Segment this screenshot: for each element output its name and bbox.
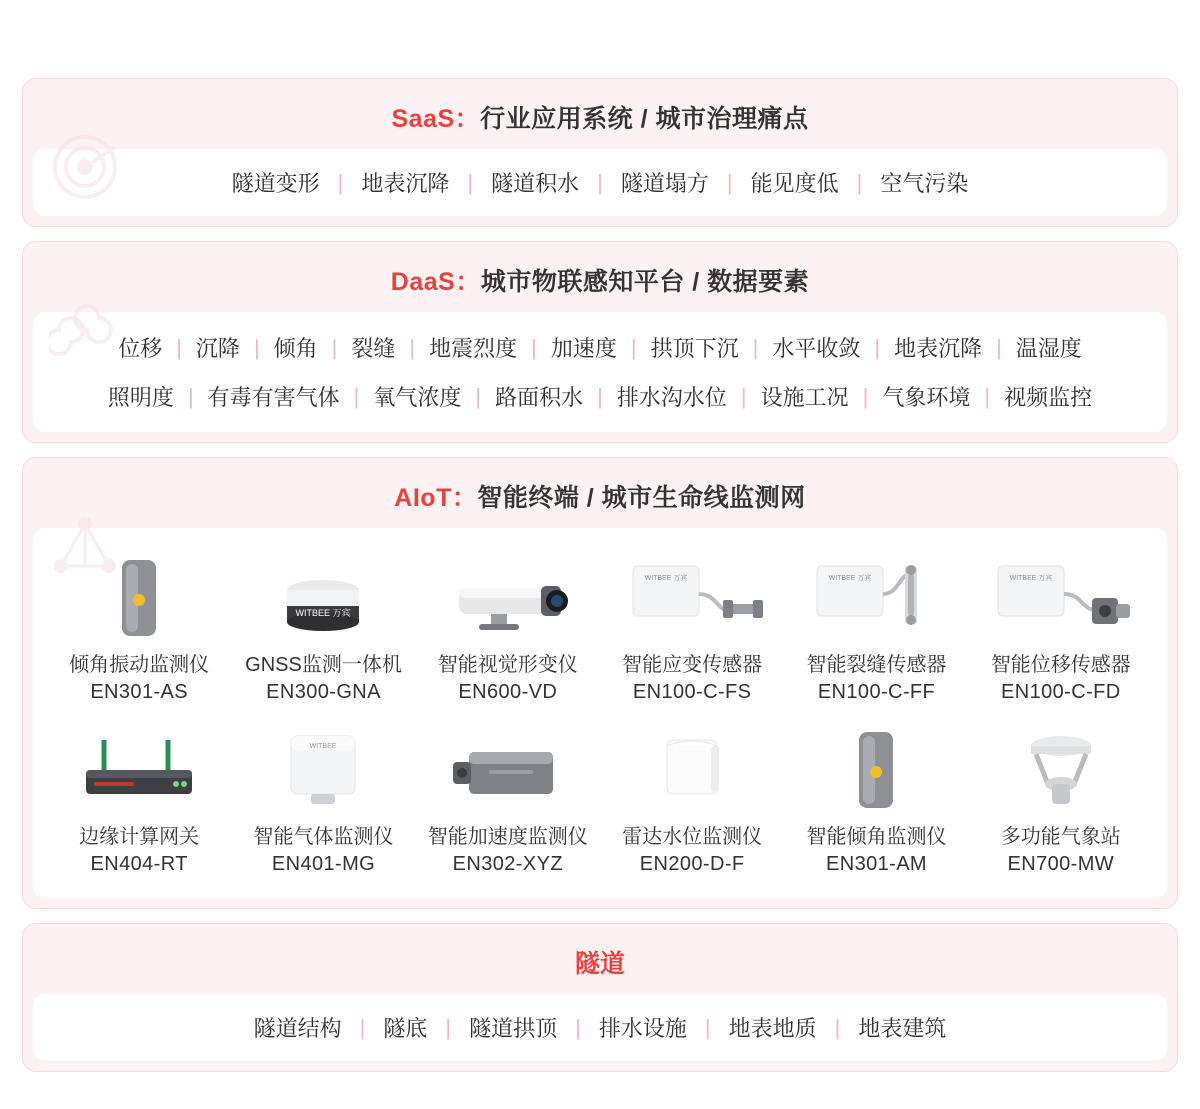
daas-item[interactable]: 氧气浓度 — [373, 385, 462, 410]
daas-title — [23, 242, 1177, 312]
device-card[interactable] — [784, 724, 968, 878]
daas-items-row-1 — [43, 326, 1157, 369]
saas-title-main: 行业应用系统 / 城市治理痛点 — [480, 105, 809, 133]
gnss-receiver-icon — [263, 552, 383, 642]
separator: | — [467, 169, 474, 195]
separator: | — [445, 1014, 452, 1040]
device-card[interactable] — [416, 552, 600, 706]
svg-text:WITBEE: WITBEE — [310, 743, 337, 750]
device-name: 智能位移传感器 — [990, 654, 1131, 676]
radar-water-level-icon — [637, 724, 747, 814]
separator: | — [531, 334, 537, 360]
separator: | — [359, 1014, 366, 1040]
tunnel-item[interactable]: 地表建筑 — [858, 1016, 947, 1041]
daas-item[interactable]: 照明度 — [107, 385, 174, 410]
tunnel-item[interactable]: 隧道结构 — [253, 1016, 342, 1041]
device-card[interactable] — [47, 724, 231, 878]
separator: | — [409, 334, 416, 360]
tunnel-item[interactable]: 排水设施 — [598, 1016, 687, 1041]
separator: | — [752, 334, 759, 360]
svg-text:WITBEE 万宾: WITBEE 万宾 — [644, 575, 688, 582]
daas-items-row-2 — [43, 375, 1157, 418]
daas-item[interactable]: 温湿度 — [1015, 336, 1082, 361]
separator: | — [597, 169, 603, 195]
aiot-title-main: 智能终端 / 城市生命线监测网 — [477, 484, 806, 512]
device-card[interactable] — [600, 552, 784, 706]
device-name: 智能倾角监测仪 — [806, 826, 947, 848]
daas-item[interactable]: 水平收敛 — [772, 336, 861, 361]
separator: | — [984, 383, 991, 409]
separator: | — [253, 334, 260, 360]
daas-item[interactable]: 拱顶下沉 — [650, 336, 739, 361]
device-name: 雷达水位监测仪 — [622, 826, 763, 848]
device-name: GNSS监测一体机 — [245, 654, 402, 676]
tunnel-items — [43, 1008, 1157, 1047]
aiot-title-prefix: AIoT： — [394, 484, 478, 512]
device-card[interactable] — [416, 724, 600, 878]
daas-item[interactable]: 倾角 — [273, 336, 318, 361]
device-grid — [43, 542, 1157, 884]
edge-gateway-icon — [64, 724, 214, 814]
device-model: EN700-MW — [1007, 853, 1115, 875]
device-model: EN100-C-FD — [1001, 681, 1121, 703]
device-name: 智能裂缝传感器 — [806, 654, 947, 676]
tilt-vibration-sensor-icon — [104, 552, 174, 642]
separator: | — [353, 383, 360, 409]
svg-text:WITBEE 万宾: WITBEE 万宾 — [1009, 575, 1053, 582]
daas-item[interactable]: 有毒有害气体 — [207, 385, 340, 410]
separator: | — [704, 1014, 711, 1040]
separator: | — [475, 383, 482, 409]
daas-item[interactable]: 气象环境 — [882, 385, 971, 410]
device-card[interactable] — [969, 724, 1153, 878]
strain-sensor-icon — [617, 552, 767, 642]
device-card[interactable] — [231, 552, 415, 706]
aiot-body — [33, 528, 1167, 898]
device-model: EN600-VD — [458, 681, 558, 703]
daas-title-main: 城市物联感知平台 / 数据要素 — [480, 268, 810, 296]
separator: | — [996, 334, 1002, 360]
separator: | — [575, 1014, 581, 1040]
device-name: 智能加速度监测仪 — [427, 826, 588, 848]
device-model: EN401-MG — [271, 853, 376, 875]
separator: | — [187, 383, 194, 409]
device-name: 智能气体监测仪 — [253, 826, 394, 848]
device-model: EN302-XYZ — [452, 853, 563, 875]
device-card[interactable] — [600, 724, 784, 878]
saas-title-prefix: SaaS： — [391, 105, 481, 133]
daas-item[interactable]: 位移 — [118, 336, 163, 361]
saas-items — [43, 163, 1157, 202]
daas-item[interactable]: 地表沉降 — [894, 336, 983, 361]
separator: | — [862, 383, 869, 409]
saas-item[interactable]: 空气污染 — [880, 171, 969, 196]
svg-text:WITBEE 万宾: WITBEE 万宾 — [295, 608, 351, 618]
svg-text:WITBEE 万宾: WITBEE 万宾 — [829, 575, 872, 582]
saas-title — [23, 79, 1177, 149]
daas-title-prefix: DaaS： — [390, 268, 481, 296]
device-model: EN404-RT — [90, 853, 188, 875]
tunnel-item[interactable]: 隧底 — [383, 1016, 428, 1041]
saas-item[interactable]: 隧道积水 — [491, 171, 580, 196]
tunnel-body — [33, 994, 1167, 1061]
device-card[interactable] — [784, 552, 968, 706]
separator: | — [597, 383, 603, 409]
daas-item[interactable]: 设施工况 — [760, 385, 849, 410]
saas-body — [33, 149, 1167, 216]
device-name: 智能应变传感器 — [622, 654, 763, 676]
device-card[interactable] — [969, 552, 1153, 706]
tunnel-item[interactable]: 地表地质 — [728, 1016, 817, 1041]
daas-item[interactable]: 路面积水 — [495, 385, 584, 410]
device-model: EN200-D-F — [639, 853, 745, 875]
weather-station-icon — [1006, 724, 1116, 814]
separator: | — [726, 169, 733, 195]
daas-item[interactable]: 沉降 — [195, 336, 240, 361]
saas-item[interactable]: 能见度低 — [750, 171, 839, 196]
separator: | — [331, 334, 338, 360]
daas-body — [33, 312, 1167, 432]
daas-item[interactable]: 排水沟水位 — [616, 385, 727, 410]
saas-item[interactable]: 地表沉降 — [361, 171, 450, 196]
separator: | — [337, 169, 344, 195]
aiot-title — [23, 458, 1177, 528]
tunnel-item[interactable]: 隧道拱顶 — [469, 1016, 558, 1041]
tunnel-title: 隧道 — [574, 950, 625, 978]
separator: | — [630, 334, 637, 360]
saas-panel — [22, 78, 1178, 227]
crack-sensor-icon — [801, 552, 951, 642]
tunnel-panel — [22, 923, 1178, 1072]
gas-monitor-icon — [263, 724, 383, 814]
aiot-panel — [22, 457, 1178, 909]
separator: | — [856, 169, 863, 195]
daas-item[interactable]: 裂缝 — [351, 336, 396, 361]
tilt-sensor-icon — [841, 724, 911, 814]
separator: | — [834, 1014, 841, 1040]
daas-panel — [22, 241, 1178, 443]
saas-item[interactable]: 隧道变形 — [231, 171, 320, 196]
daas-item[interactable]: 地震烈度 — [429, 336, 518, 361]
device-model: EN100-C-FS — [632, 681, 752, 703]
saas-item[interactable]: 隧道塌方 — [620, 171, 709, 196]
device-model: EN100-C-FF — [817, 681, 936, 703]
device-name: 智能视觉形变仪 — [437, 654, 578, 676]
device-name: 多功能气象站 — [1000, 826, 1121, 848]
vision-camera-icon — [433, 552, 583, 642]
device-model: EN300-GNA — [266, 681, 381, 703]
device-model: EN301-AM — [825, 853, 927, 875]
device-model: EN301-AS — [90, 681, 189, 703]
separator: | — [740, 383, 747, 409]
separator: | — [176, 334, 182, 360]
device-name: 边缘计算网关 — [79, 826, 200, 848]
device-card[interactable] — [231, 724, 415, 878]
daas-item[interactable]: 加速度 — [550, 336, 617, 361]
device-name: 倾角振动监测仪 — [69, 654, 210, 676]
daas-item[interactable]: 视频监控 — [1004, 385, 1093, 410]
displacement-sensor-icon — [986, 552, 1136, 642]
separator: | — [874, 334, 881, 360]
accelerometer-icon — [433, 724, 583, 814]
device-card[interactable] — [47, 552, 231, 706]
